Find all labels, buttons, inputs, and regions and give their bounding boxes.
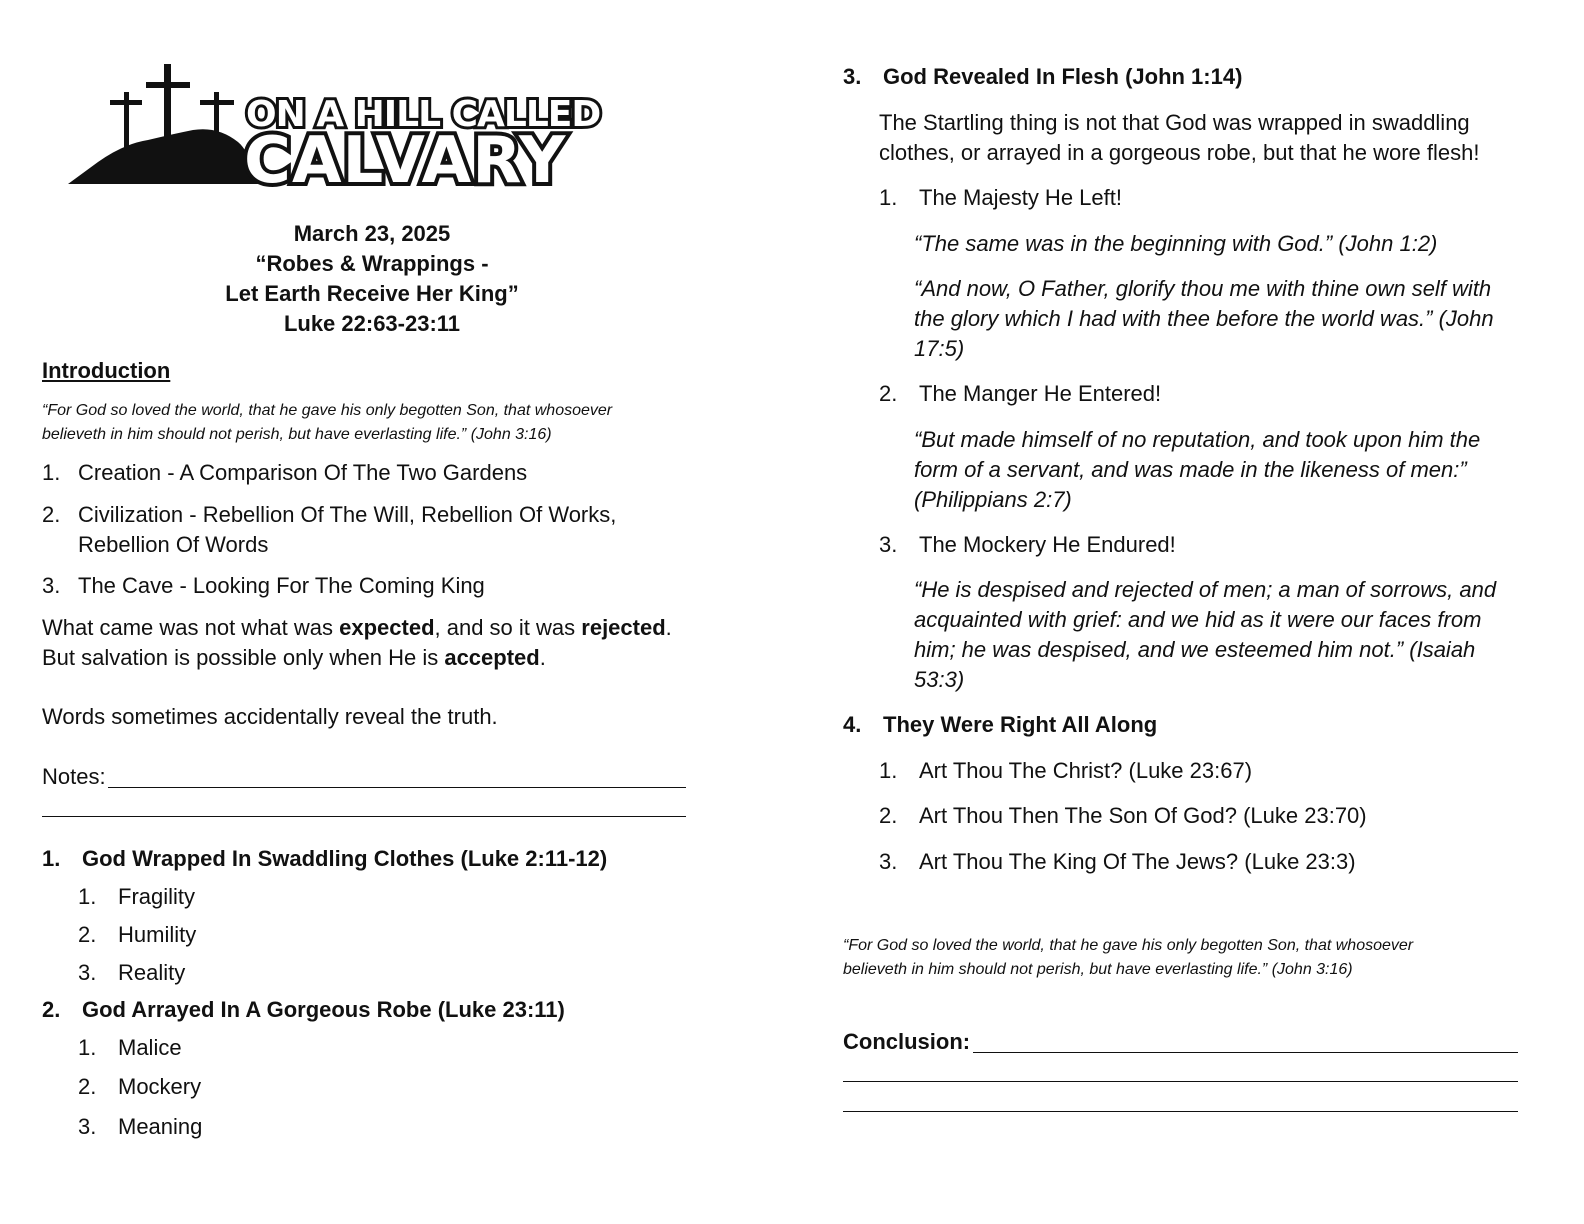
closing-verse — [843, 934, 1533, 982]
point-1-sub-2 — [78, 920, 196, 950]
introduction-title: Introduction — [42, 358, 171, 383]
sermon-date: March 23, 2025 — [293, 221, 451, 246]
sermon-title-line2: Let Earth Receive Her King” — [225, 281, 519, 306]
scripture-quote — [914, 425, 1534, 515]
point-4-sub-3 — [879, 847, 1356, 877]
sub-number: 2. — [879, 803, 898, 828]
point-number: 2. — [42, 997, 61, 1022]
intro-statement — [42, 613, 702, 673]
sub-number: 1. — [879, 185, 898, 210]
quote-line: 53:3) — [914, 667, 965, 692]
point-title-text: God Wrapped In Swaddling Clothes (Luke 2:11-12) — [82, 846, 608, 871]
scripture-quote — [914, 274, 1534, 364]
sub-text: Fragility — [118, 884, 196, 909]
sub-number: 3. — [78, 960, 97, 985]
point-2-sub-1 — [78, 1033, 182, 1063]
point-title-text: God Arrayed In A Gorgeous Robe (Luke 23:11) — [82, 997, 565, 1022]
sub-number: 2. — [78, 1074, 97, 1099]
sub-text: Meaning — [118, 1114, 203, 1139]
sermon-title-line1: “Robes & Wrappings - — [255, 251, 489, 276]
conclusion-line[interactable] — [843, 1111, 1518, 1112]
notes-label: Notes: — [42, 764, 106, 789]
scripture-quote — [914, 575, 1534, 695]
quote-line: “He is despised and rejected of men; a man of sorrows, and — [914, 577, 1497, 602]
point-1-sub-1 — [78, 882, 195, 912]
statement-text: . — [539, 645, 546, 670]
sub-number: 1. — [78, 1035, 97, 1060]
conclusion-line[interactable] — [843, 1081, 1518, 1082]
quote-line: him; he was despised, and we esteemed him not.” (Isaiah — [914, 637, 1476, 662]
intro-verse-line1: “For God so loved the world, that he gave his only begotten Son, that whosoever — [42, 402, 613, 419]
sub-text: Art Thou Then The Son Of God? (Luke 23:70) — [919, 803, 1367, 828]
point-3-sub-2 — [879, 379, 1161, 409]
sub-text: Art Thou The King Of The Jews? (Luke 23:3) — [919, 849, 1356, 874]
point-title-text: They Were Right All Along — [883, 712, 1158, 737]
point-1-sub-3 — [78, 958, 185, 988]
point-3-intro — [879, 108, 1529, 168]
point-3-sub-3 — [879, 530, 1176, 560]
point-1-title — [42, 844, 607, 874]
sub-text: The Manger He Entered! — [919, 381, 1162, 406]
point-number: 3. — [843, 64, 862, 89]
point-3-intro-line1: The Startling thing is not that God was wrapped in swaddling — [879, 110, 1470, 135]
sub-text: The Majesty He Left! — [919, 185, 1122, 210]
logo-line1: ON A HILL CALLED — [246, 94, 601, 135]
logo-line2: CALVARY — [244, 124, 567, 190]
point-3-sub-1 — [879, 183, 1122, 213]
statement-text: What came was not what was — [42, 615, 340, 640]
conclusion-line[interactable] — [973, 1052, 1518, 1053]
sub-text: Mockery — [118, 1074, 202, 1099]
point-2-title — [42, 995, 565, 1025]
intro-point-3 — [42, 571, 485, 601]
intro-point-2 — [42, 500, 616, 560]
list-text-line1: Civilization - Rebellion Of The Will, Rebellion Of Works, — [78, 502, 617, 527]
statement-text: But salvation is possible only when He is — [42, 645, 445, 670]
point-3-intro-line2: clothes, or arrayed in a gorgeous robe, but that he wore flesh! — [879, 140, 1480, 165]
point-title-text: God Revealed In Flesh (John 1:14) — [883, 64, 1243, 89]
sub-number: 2. — [78, 922, 97, 947]
sub-number: 3. — [879, 849, 898, 874]
closing-verse-line1: “For God so loved the world, that he gave his only begotten Son, that whosoever — [843, 937, 1414, 954]
sub-number: 2. — [879, 381, 898, 406]
sub-number: 1. — [879, 758, 898, 783]
quote-line: acquainted with grief: and we hid as it were our faces from — [914, 607, 1482, 632]
calvary-logo — [68, 60, 708, 190]
intro-truth: Words sometimes accidentally reveal the truth. — [42, 704, 498, 729]
list-text — [78, 500, 616, 560]
point-3-title — [843, 62, 1242, 92]
notes-line[interactable] — [108, 787, 686, 788]
intro-point-1 — [42, 458, 527, 488]
list-number: 1. — [42, 460, 61, 485]
scripture-quote: “The same was in the beginning with God.” (John 1:2) — [914, 231, 1438, 256]
point-number: 4. — [843, 712, 862, 737]
point-4-title — [843, 710, 1157, 740]
sub-number: 3. — [78, 1114, 97, 1139]
conclusion-label: Conclusion: — [843, 1029, 971, 1054]
statement-text: . — [665, 615, 672, 640]
list-text: Creation - A Comparison Of The Two Gardens — [78, 460, 528, 485]
quote-line: (Philippians 2:7) — [914, 487, 1072, 512]
sub-text: Art Thou The Christ? (Luke 23:67) — [919, 758, 1253, 783]
quote-line: 17:5) — [914, 336, 965, 361]
point-4-sub-2 — [879, 801, 1367, 831]
sub-text: Reality — [118, 960, 186, 985]
quote-line: “And now, O Father, glorify thou me with thine own self with — [914, 276, 1492, 301]
sub-text: Humility — [118, 922, 197, 947]
intro-verse — [42, 399, 702, 447]
point-2-sub-3 — [78, 1112, 202, 1142]
sermon-heading — [42, 219, 702, 339]
list-text: The Cave - Looking For The Coming King — [78, 573, 485, 598]
statement-bold: accepted — [444, 645, 540, 670]
point-number: 1. — [42, 846, 61, 871]
closing-verse-line2: believeth in him should not perish, but have everlasting life.” (John 3:16) — [843, 961, 1353, 978]
quote-line: the glory which I had with thee before the world was.” (John — [914, 306, 1494, 331]
statement-bold: rejected — [581, 615, 666, 640]
sermon-scripture: Luke 22:63-23:11 — [283, 311, 461, 336]
sub-number: 1. — [78, 884, 97, 909]
list-number: 2. — [42, 502, 61, 527]
point-4-sub-1 — [879, 756, 1252, 786]
three-crosses-hill-icon — [68, 60, 708, 190]
intro-verse-line2: believeth in him should not perish, but have everlasting life.” (John 3:16) — [42, 426, 552, 443]
notes-line[interactable] — [42, 816, 686, 817]
quote-line: “But made himself of no reputation, and took upon him the — [914, 427, 1481, 452]
list-number: 3. — [42, 573, 61, 598]
sub-number: 3. — [879, 532, 898, 557]
quote-line: form of a servant, and was made in the likeness of men:” — [914, 457, 1467, 482]
list-text-line2: Rebellion Of Words — [78, 532, 269, 557]
sub-text: The Mockery He Endured! — [919, 532, 1176, 557]
sub-text: Malice — [118, 1035, 182, 1060]
statement-bold: expected — [339, 615, 435, 640]
statement-text: , and so it was — [434, 615, 582, 640]
point-2-sub-2 — [78, 1072, 201, 1102]
